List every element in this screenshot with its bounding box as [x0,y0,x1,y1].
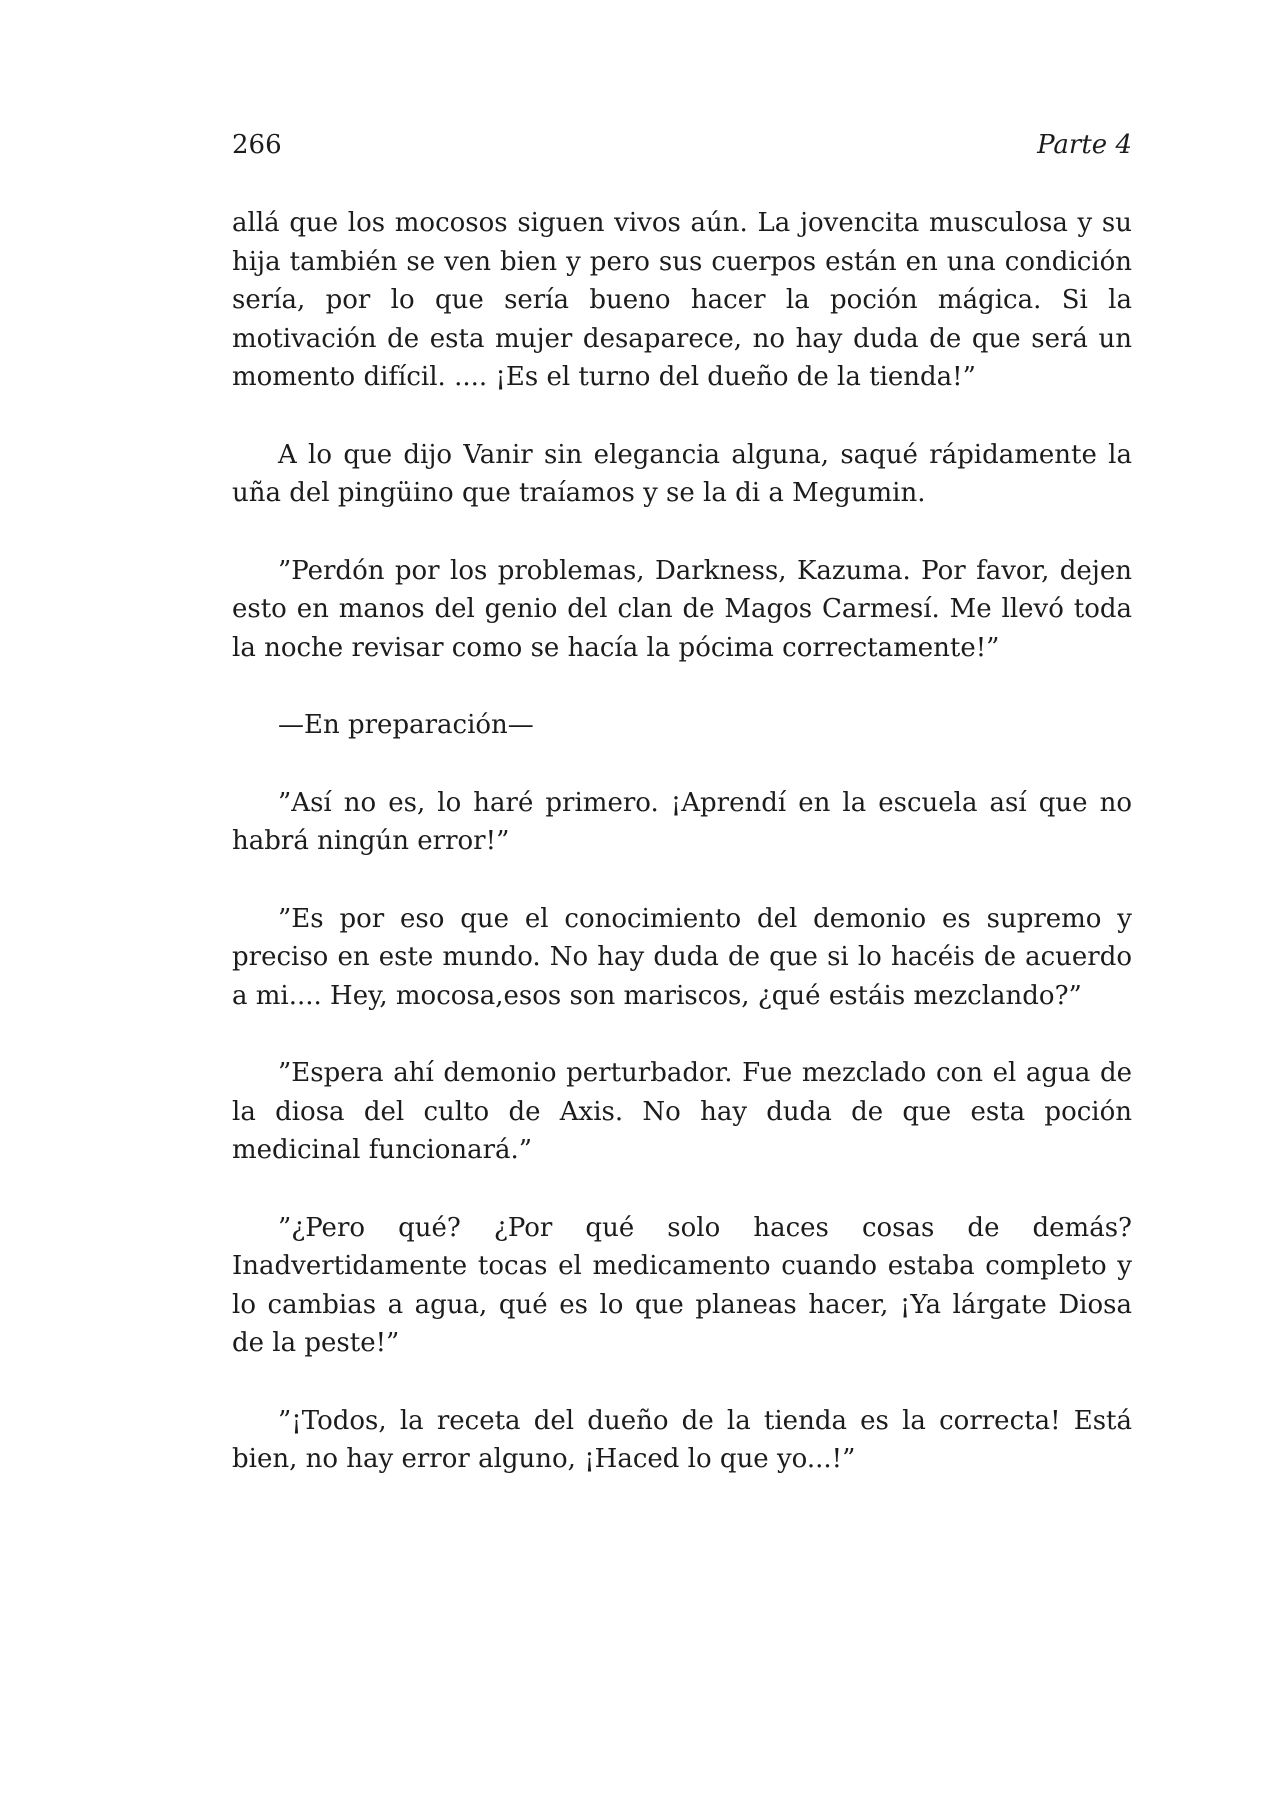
scene-note: —En preparación— [278,710,534,740]
paragraph-continued: allá que los mocosos siguen vivos aún. La jovencita musculosa y su hija también se ven bien y pero sus cuerpos están en una condición sería, por lo que sería bueno hacer la poción mágica. Si la motivación de esta mujer desaparece, no hay duda de que será un momento difícil. .... ¡Es el turno del dueño de la tienda!” [232,208,1132,392]
page-header [232,128,1132,162]
page-body [232,204,1132,1479]
paragraph: ”Espera ahí demonio perturbador. Fue mezclado con el agua de la diosa del culto de Axis. No hay duda de que esta poción medicinal funcionará.” [232,1058,1132,1165]
book-page [232,128,1132,1518]
paragraph: ”Perdón por los problemas, Darkness, Kazuma. Por favor, dejen esto en manos del genio del clan de Magos Carmesí. Me llevó toda la noche revisar como se hacía la pócima correctamente!” [232,555,1132,663]
running-section-title: Parte 4 [1037,130,1132,160]
paragraph: A lo que dijo Vanir sin elegancia alguna, saqué rápidamente la uña del pingüino que traíamos y se la di a Megumin. [232,439,1132,508]
paragraph: ”¡Todos, la receta del dueño de la tienda es la correcta! Está bien, no hay error alguno, ¡Haced lo que yo...!” [232,1405,1132,1474]
paragraph: ”Así no es, lo haré primero. ¡Aprendí en la escuela así que no habrá ningún error!” [232,787,1132,856]
paragraph: ”Es por eso que el conocimiento del demonio es supremo y preciso en este mundo. No hay duda de que si lo hacéis de acuerdo a mi.... Hey, mocosa,esos son mariscos, ¿qué estáis mezclando?” [232,903,1132,1011]
page-number: 266 [232,130,282,160]
paragraph: ”¿Pero qué? ¿Por qué solo haces cosas de demás? Inadvertidamente tocas el medicamento cuando estaba completo y lo cambias a agua, qué es lo que planeas hacer, ¡Ya lárgate Diosa de la peste!” [232,1212,1132,1358]
